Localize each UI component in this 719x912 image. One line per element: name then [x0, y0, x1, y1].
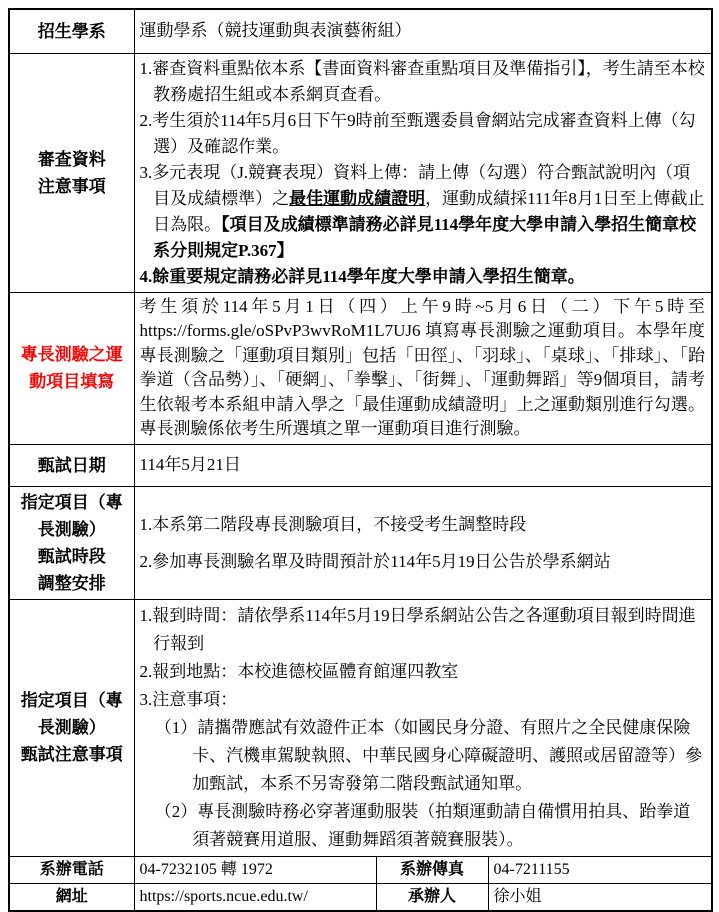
- dept-fax-label: 系辦傳真: [376, 856, 488, 883]
- review-note-bold-text: 【項目及成績標準請務必詳見114學年度大學申請入學招生簡章校系分則規定P.367】: [153, 214, 697, 260]
- dept-phone-value: 04-7232105 轉 1972: [134, 856, 376, 883]
- exam-notes-subitem: （1）請攜帶應試有效證件正本（如國民身分證、有照片之全民健康保險卡、汽機車駕駛執照、中華民國身心障礙證明、護照或居留證等）參加甄試，本系不另寄發第二階段甄試通知單。: [154, 717, 703, 793]
- schedule-adjust-content: [134, 486, 712, 599]
- review-note-emphasized-text: 最佳運動成績證明: [289, 188, 426, 208]
- table-row: [9, 292, 712, 444]
- table-row: [9, 599, 712, 856]
- table-row: [9, 53, 712, 292]
- review-note-item: 1.審查資料重點依本系【書面資料審查重點項目及準備指引】，考生請至本校教務處招生組或本系網頁查看。: [139, 58, 705, 104]
- recruit-dept-label: 招生學系: [9, 9, 134, 53]
- review-notes-label: [9, 53, 134, 292]
- exam-notes-item: 1.報到時間：請依學系114年5月19日學系網站公告之各運動項目報到時間進行報到: [139, 605, 696, 653]
- exam-notes-label-line: 甄試注意事項: [20, 745, 123, 764]
- contact-person-value: 徐小姐: [488, 883, 712, 911]
- sport-test-fill-label: 專長測驗之運動項目填寫: [9, 292, 134, 444]
- table-row: [9, 444, 712, 486]
- exam-date-label: 甄試日期: [9, 444, 134, 486]
- dept-fax-value: 04-7211155: [488, 856, 712, 883]
- review-notes-content: [134, 53, 712, 292]
- exam-notes-item: 2.報到地點：本校進德校區體育館運四教室: [139, 661, 459, 681]
- website-label: 網址: [9, 883, 134, 911]
- schedule-adjust-label-line: 調整安排: [37, 573, 106, 593]
- table-row: [9, 9, 712, 53]
- contact-person-label: 承辦人: [376, 883, 488, 911]
- website-value: https://sports.ncue.edu.tw/: [134, 883, 376, 911]
- exam-notes-subitem: （2）專長測驗時務必穿著運動服裝（拍類運動請自備慣用拍具、跆拳道須著競賽用道服、運動舞蹈須著競賽服裝）。: [154, 801, 691, 849]
- review-note-text: 3.多元表現（J.競賽表現）資料上傳：請上傳（勾選）符合甄試說明內（項目及成績標準）之: [139, 162, 691, 208]
- sport-test-fill-body: 考生須於114年5月1日（四）上午9時~5月6日（二）下午5時至https://forms.gle/oSPvP3wvRoM1L7UJ6 填寫專長測驗之運動項目。本學年度專長測驗之「運動項目類別」包括「田徑」、「羽球」、「桌球」、「排球」、「跆拳道（含品勢）」、「硬網」、「拳擊」、「街舞」、「運動舞蹈」等9個項目，請考生依報考本系組申請入學之「最佳運動成績證明」上之運動類別進行勾選。專長測驗係依考生所選填之單一運動項目進行測驗。: [134, 292, 712, 444]
- dept-phone-label: 系辦電話: [9, 856, 134, 883]
- review-note-text: ，運動成績採111年8月1日至上傳截止日為限。: [153, 188, 705, 234]
- review-note-item: 2.考生須於114年5月6日下午9時前至甄選委員會網站完成審查資料上傳（勾選）及確認作業。: [139, 110, 696, 156]
- exam-date-value: 114年5月21日: [134, 444, 712, 486]
- exam-notes-content: [134, 599, 712, 856]
- review-notes-label-line: 審查資料: [37, 149, 106, 169]
- admission-info-table: [8, 8, 713, 912]
- table-row: [9, 486, 712, 599]
- review-notes-label-line: 注意事項: [37, 176, 106, 196]
- exam-notes-label-line: 指定項目（專長測驗）: [20, 691, 123, 737]
- exam-notes-label: [9, 599, 134, 856]
- schedule-adjust-label-line: 指定項目（專長測驗）: [20, 492, 123, 539]
- schedule-adjust-label-line: 甄試時段: [37, 546, 106, 566]
- table-row: [9, 883, 712, 911]
- exam-notes-subitems: [140, 714, 706, 854]
- review-note-item: 4.餘重要規定請務必詳見114學年度大學申請入學招生簡章。: [139, 266, 585, 286]
- exam-notes-item: 3.注意事項：: [139, 689, 238, 709]
- schedule-adjust-item: 1.本系第二階段專長測驗項目，不接受考生調整時段: [139, 514, 527, 534]
- review-note-item: [140, 160, 706, 264]
- recruit-dept-value: 運動學系（競技運動與表演藝術組）: [134, 9, 712, 53]
- schedule-adjust-label: [9, 486, 134, 599]
- schedule-adjust-item: 2.參加專長測驗名單及時間預計於114年5月19日公告於學系網站: [139, 551, 611, 571]
